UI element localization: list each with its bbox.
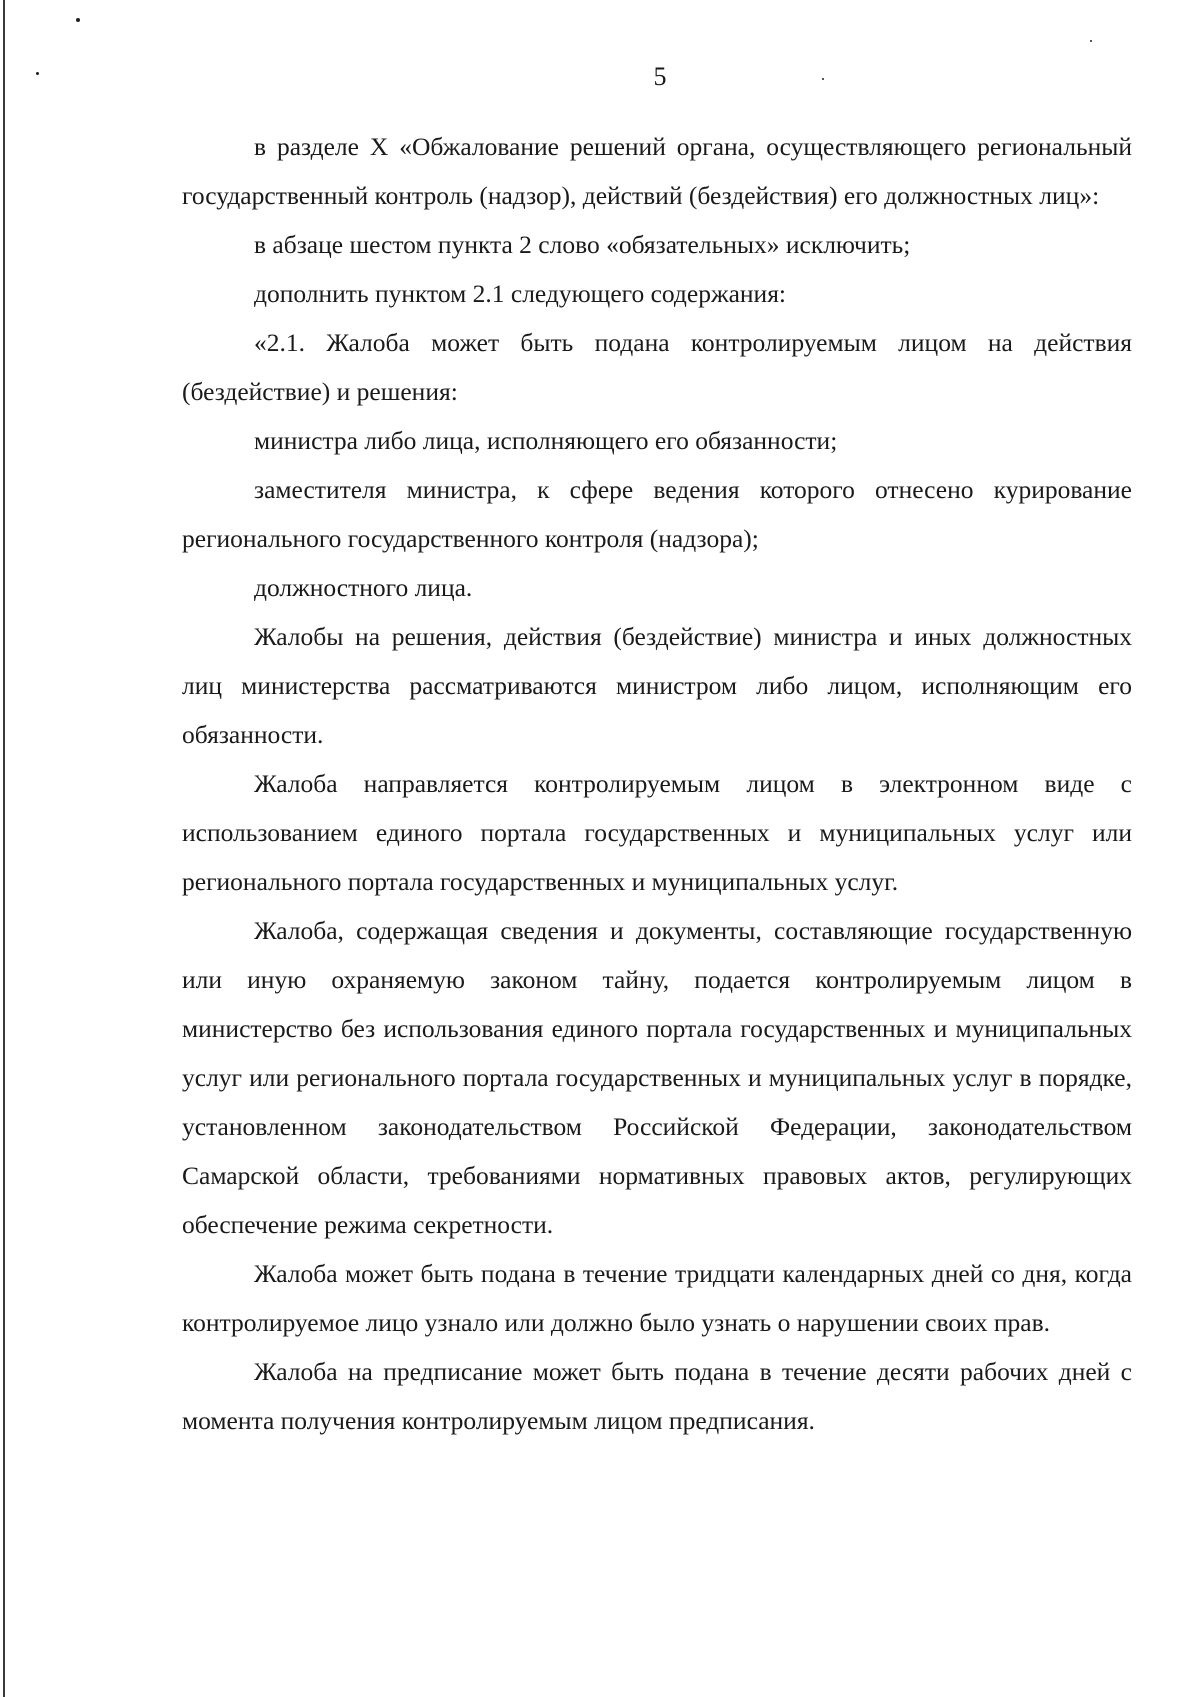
paragraph: Жалоба на предписание может быть подана в течение десяти рабочих дней с момента получения контролируемым лицом предписания. — [182, 1357, 1132, 1435]
paragraph: министра либо лица, исполняющего его обязанности; — [254, 426, 838, 455]
paragraph: Жалоба направляется контролируемым лицом в электронном виде с использованием единого портала государственных и муниципальных услуг или регионального портала государственных и муниципальных услуг. — [182, 769, 1132, 896]
paragraph: Жалоба может быть подана в течение тридцати календарных дней со дня, когда контролируемое лицо узнало или должно было узнать о нарушении своих прав. — [182, 1259, 1132, 1337]
paragraph: Жалоба, содержащая сведения и документы, составляющие государственную или иную охраняемую законом тайну, подается контролируемым лицом в министерство без использования единого портала государственных и муниципальных услуг или регионального портала государственных и муниципальных услуг в порядке, установленном законодательством Российской Федерации, законодательством Самарской области, требованиями нормативных правовых актов, регулирующих обеспечение режима секретности. — [182, 916, 1132, 1239]
document-body — [182, 122, 1132, 1445]
paragraph: «2.1. Жалоба может быть подана контролируемым лицом на действия (бездействие) и решения: — [182, 328, 1132, 406]
paragraph: в абзаце шестом пункта 2 слово «обязательных» исключить; — [254, 230, 911, 259]
page-number: 5 — [653, 62, 667, 91]
paragraph: заместителя министра, к сфере ведения которого отнесено курирование регионального государственного контроля (надзора); — [182, 475, 1132, 553]
scan-left-border — [3, 0, 5, 1697]
scan-speck — [76, 18, 80, 22]
paragraph: дополнить пунктом 2.1 следующего содержания: — [254, 279, 787, 308]
scan-speck — [1090, 40, 1092, 42]
paragraph: Жалобы на решения, действия (бездействие) министра и иных должностных лиц министерства рассматриваются министром либо лицом, исполняющим его обязанности. — [182, 622, 1132, 749]
paragraph: в разделе X «Обжалование решений органа, осуществляющего региональный государственный контроль (надзор), действий (бездействия) его должностных лиц»: — [182, 132, 1132, 210]
paragraph: должностного лица. — [254, 573, 473, 602]
scan-speck — [36, 72, 39, 75]
